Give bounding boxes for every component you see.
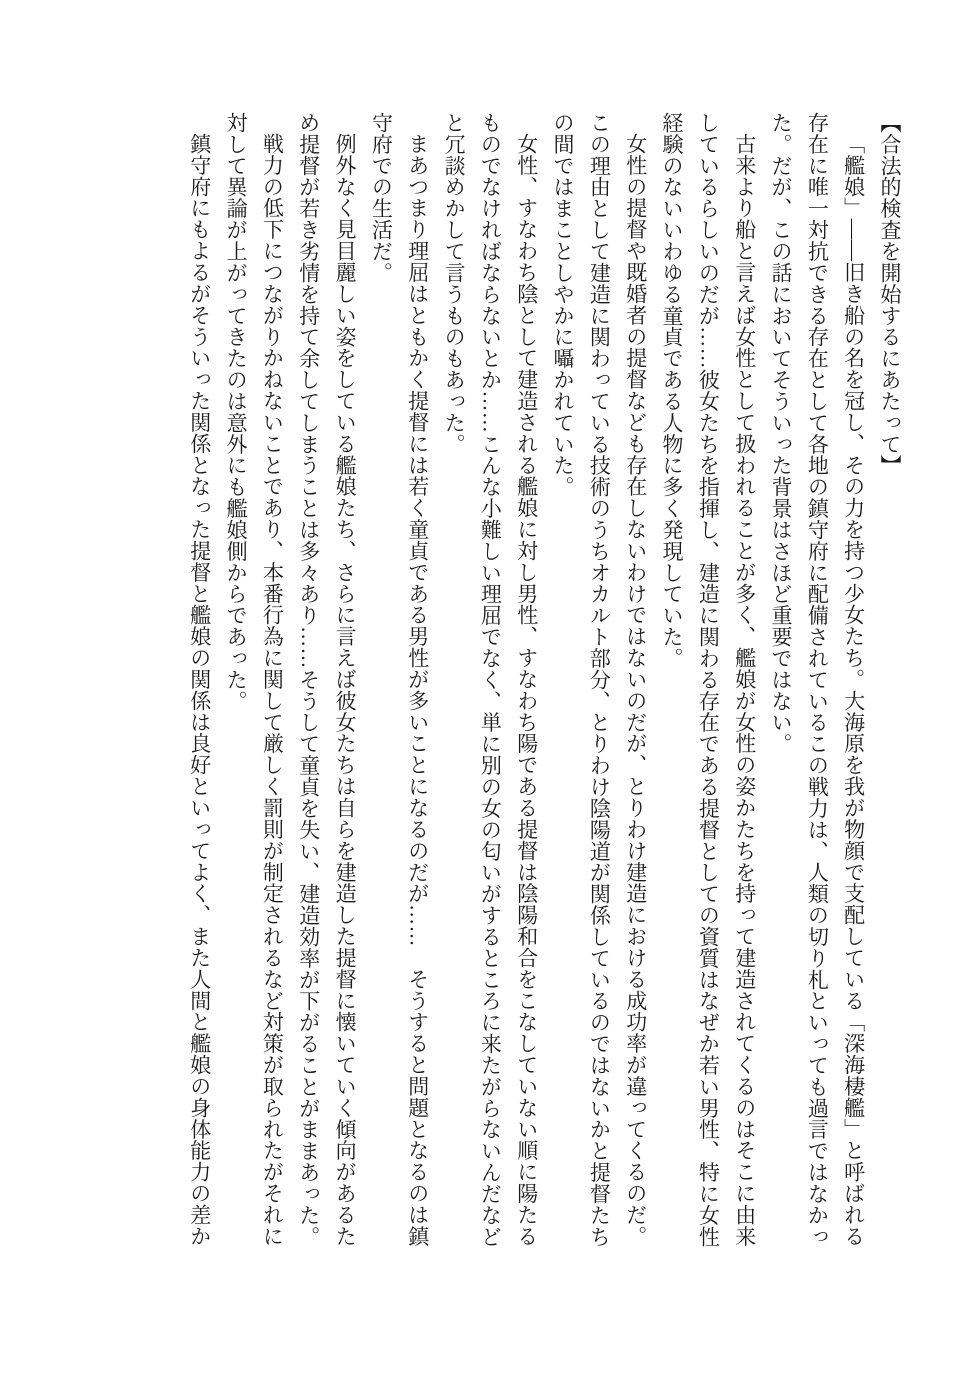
paragraph-1: 「艦娘」――旧き船の名を冠し、その力を持つ少女たち。大海原を我が物顔で支配している「深海棲艦」と呼ばれる存在に唯一対抗できる存在として各地の鎮守府に配備されているこの戦力は、人類の切り札といっても過言ではなかった。だが、この話においてそういった背景はさほど重要ではない。 bbox=[769, 112, 866, 1248]
paragraph-7: 戦力の低下につながりかねないことであり、本番行為に関して厳しく罰則が制定されるなど対策が取られたがそれに対して異論が上がってきたのは意外にも艦娘側からであった。 bbox=[224, 112, 285, 1247]
vertical-text-block bbox=[58, 112, 908, 1260]
paragraph-6: 例外なく見目麗しい姿をしている艦娘たち、さらに言えば彼女たちは自らを建造した提督に懐いていく傾向があるため提督が若き劣情を持て余してしまうことは多々あり……そうして童貞を失い、建造効率が下がることがままあった。 bbox=[296, 112, 358, 1248]
paragraph-5: まあつまり理屈はともかく提督には若く童貞である男性が多いことになるのだが…… そうすると問題となるのは鎮守府での生活だ。 bbox=[369, 112, 430, 1247]
paragraph-8: 鎮守府にもよるがそういった関係となった提督と艦娘の関係は良好といってよく、また人間と艦娘の身体能力の差か bbox=[187, 133, 212, 1247]
paragraph-3: 女性の提督や既婚者の提督なども存在しないわけではないのだが、とりわけ建造における成功率が違ってくるのだ。この理由として建造に関わっている技術のうちオカルト部分、とりわけ陰陽道が関係しているのではないかと提督たちの間ではまことしやかに囁かれていた。 bbox=[551, 112, 648, 1248]
document-title: 【合法的検査を開始するにあたって】 bbox=[878, 112, 902, 477]
paragraph-4: 女性、すなわち陰として建造される艦娘に対し男性、すなわち陽である提督は陰陽和合をこなしていない順に陽たるものでなければならないとか……こんな小難しい理屈でなく、単に別の女の匂いがするところに来たがらないんだなどと冗談めかして言うものもあった。 bbox=[442, 112, 539, 1248]
paragraph-2: 古来より船と言えば女性として扱われることが多く、艦娘が女性の姿かたちを持って建造されてくるのはそこに由来しているらしいのだが……彼女たちを指揮し、建造に関わる存在である提督としての資質はなぜか若い男性、特に女性経験のないいわゆる童貞である人物に多く発現していた。 bbox=[660, 112, 757, 1248]
